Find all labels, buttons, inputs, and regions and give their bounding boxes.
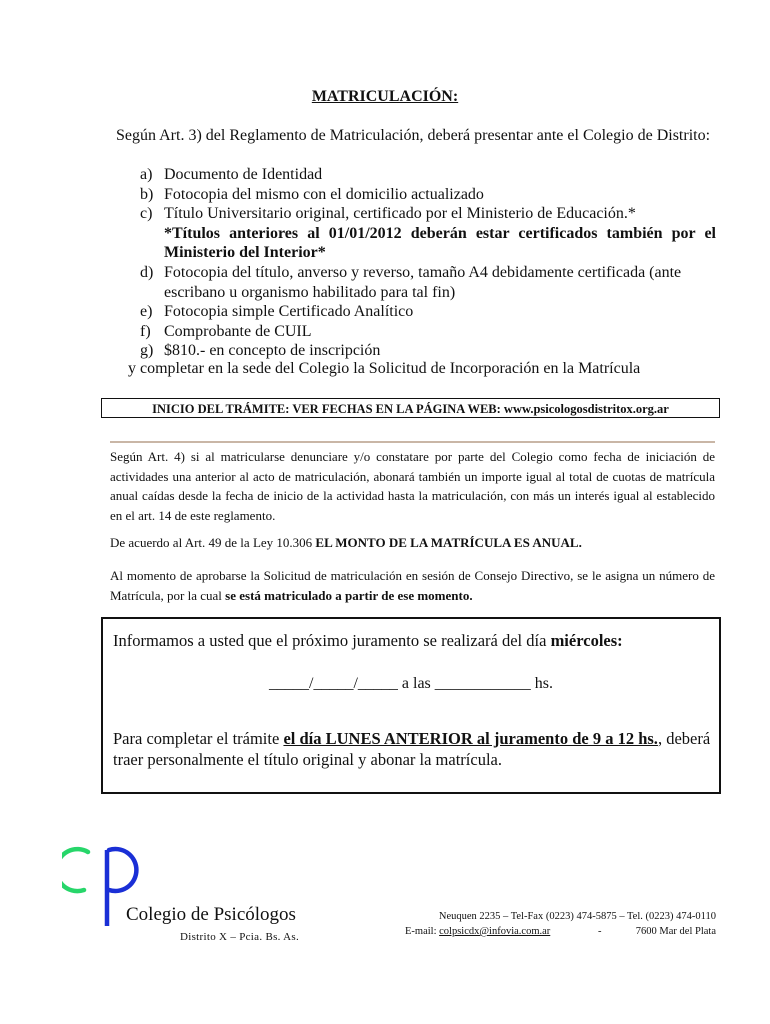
- approval-text: Al momento de aprobarse la Solicitud de matriculación en sesión de Consejo Directivo, se le asigna un número de Matrícula, por la cual: [110, 568, 715, 603]
- requirement-marker: b): [140, 185, 154, 203]
- completion-post: , deberá traer personalmente el título original y abonar la matrícula.: [113, 729, 711, 769]
- requirement-item: [140, 263, 716, 302]
- requirement-item: [140, 322, 716, 342]
- completion-pre: Para completar el trámite: [113, 729, 280, 748]
- contact-email-line: [405, 926, 716, 937]
- requirement-item: [140, 341, 716, 361]
- document-title: MATRICULACIÓN:: [311, 88, 459, 105]
- contact-address-phones: Neuquen 2235 – Tel-Fax (0223) 474-5875 – Tel. (0223) 474-0110: [438, 911, 716, 922]
- email-link[interactable]: colpsicdx@infovia.com.ar: [439, 926, 551, 937]
- requirement-text: Fotocopia simple Certificado Analítico: [164, 303, 414, 321]
- requirement-text: Título Universitario original, certificado por el Ministerio de Educación.*: [164, 205, 636, 223]
- requirement-note: [140, 224, 716, 263]
- date-time-blanks: _____/_____/_____ a las ____________ hs.: [269, 675, 553, 692]
- art49-bold: EL MONTO DE LA MATRÍCULA ES ANUAL.: [315, 535, 582, 550]
- approval-paragraph: [110, 566, 715, 605]
- oath-date-text: Informamos a usted que el próximo juramento se realizará del día: [113, 631, 547, 650]
- oath-date-line: [113, 631, 623, 651]
- art49-paragraph: [110, 533, 715, 553]
- requirement-text: Fotocopia del mismo con el domicilio actualizado: [164, 185, 484, 203]
- requirement-marker: c): [140, 205, 153, 223]
- email-label: E-mail:: [405, 926, 437, 937]
- start-procedure-banner: INICIO DEL TRÁMITE: VER FECHAS EN LA PÁGINA WEB: www.psicologosdistritox.org.ar: [101, 398, 720, 418]
- logo-green-c: [62, 849, 88, 891]
- art49-text: De acuerdo al Art. 49 de la Ley 10.306: [110, 535, 313, 550]
- completion-schedule: el día LUNES ANTERIOR al juramento de 9 a 12 hs.: [283, 729, 658, 748]
- section-divider: [110, 441, 715, 443]
- certification-note: *Títulos anteriores al 01/01/2012 deberán estar certificados también por el Ministerio del Interior*: [164, 224, 716, 262]
- requirement-text: $810.- en concepto de inscripción: [164, 342, 381, 360]
- requirement-marker: g): [140, 342, 154, 360]
- closing-line: y completar en la sede del Colegio la Solicitud de Incorporación en la Matrícula: [128, 360, 641, 377]
- org-name: Colegio de Psicólogos: [126, 904, 296, 925]
- approval-bold: se está matriculado a partir de ese momento.: [225, 587, 473, 603]
- requirement-item: [140, 204, 716, 224]
- requirement-item: [140, 185, 716, 205]
- requirement-marker: d): [140, 263, 154, 281]
- requirement-marker: e): [140, 303, 153, 321]
- completion-instructions: [113, 728, 713, 770]
- requirement-text: Documento de Identidad: [164, 166, 323, 183]
- art4-paragraph: Según Art. 4) si al matricularse denunciare y/o constatare por parte del Colegio como fecha de iniciación de actividades una anterior al acto de matriculación, abonará también un importe igual al total de cuotas de matrícula anual caídas desde la fecha de inicio de la actividad hasta la matriculación, con más un interés igual al establecido en el art. 14 de este reglamento.: [110, 449, 715, 523]
- requirement-text: Comprobante de CUIL: [164, 322, 312, 340]
- oath-info-box: [101, 617, 721, 794]
- requirement-item: [140, 302, 716, 322]
- requirement-item: [140, 165, 716, 185]
- contact-separator: -: [598, 926, 602, 937]
- requirement-marker: f): [140, 322, 151, 340]
- district-label: Distrito X – Pcia. Bs. As.: [180, 931, 300, 943]
- oath-day: miércoles:: [550, 631, 623, 650]
- requirement-text: Fotocopia del título, anverso y reverso, tamaño A4 debidamente certificada (ante escribano u organismo habilitado para tal fin): [164, 263, 682, 301]
- requirements-list: [140, 165, 716, 361]
- logo-blue-bowl: [109, 849, 136, 891]
- requirement-marker: a): [140, 166, 153, 183]
- city-postal: 7600 Mar del Plata: [635, 926, 716, 937]
- intro-paragraph: Según Art. 3) del Reglamento de Matriculación, deberá presentar ante el Colegio de Distrito:: [116, 127, 711, 144]
